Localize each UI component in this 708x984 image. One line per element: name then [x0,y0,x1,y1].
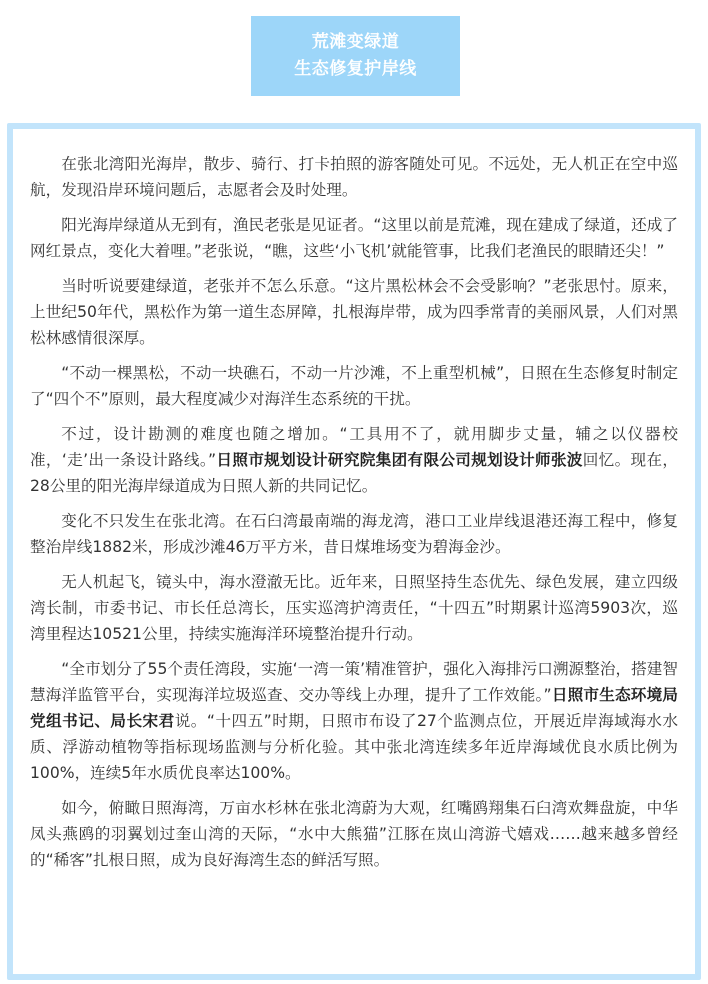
paragraph-5-text-a: 不过，设计勘测的难度也随之增加。“工具用不了，就用脚步丈量，辅之以仪器校准，‘走’出一条设计路线。” [30,425,678,469]
title-line-1: 荒滩变绿道 [311,32,400,52]
paragraph-8 [30,656,678,786]
paragraph-9: 如今，俯瞰日照海湾，万亩水杉林在张北湾蔚为大观，红嘴鸥翔集石臼湾欢舞盘旋，中华凤头燕鸥的羽翼划过奎山湾的天际，“水中大熊猫”江豚在岚山湾游弋嬉戏……越来越多曾经的“稀客”扎根日照，成为良好海湾生态的鲜活写照。 [30,799,678,869]
paragraph-5-speaker: 日照市规划设计研究院集团有限公司规划设计师张波 [216,451,583,469]
paragraph-8-text-a: “全市划分了55个责任湾段，实施‘一湾一策’精准管护，强化入海排污口溯源整治，搭建智慧海洋监管平台，实现海洋垃圾巡查、交办等线上办理，提升了工作效能。” [30,660,678,704]
paragraph-8-text-b: 说。“十四五”时期，日照市布设了27个监测点位，开展近岸海域海水水质、浮游动植物等指标现场监测与分析化验。其中张北湾连续多年近岸海域优良水质比例为100%，连续5年水质优良率达100%。 [30,712,678,782]
paragraph-2: 阳光海岸绿道从无到有，渔民老张是见证者。“这里以前是荒滩，现在建成了绿道，还成了网红景点，变化大着哩。”老张说，“瞧，这些‘小飞机’就能管事，比我们老渔民的眼睛还尖！” [30,216,678,260]
paragraph-3: 当时听说要建绿道，老张并不怎么乐意。“这片黑松林会不会受影响？”老张思忖。原来，上世纪50年代，黑松作为第一道生态屏障，扎根海岸带，成为四季常青的美丽风景，人们对黑松林感情很深厚。 [30,277,678,347]
paragraph-5-text-b: 回忆。现在，28公里的阳光海岸绿道成为日照人新的共同记忆。 [30,451,678,495]
paragraph-5 [30,421,678,499]
title-line-2: 生态修复护岸线 [294,59,417,79]
article-body [30,151,678,882]
paragraph-1: 在张北湾阳光海岸，散步、骑行、打卡拍照的游客随处可见。不远处，无人机正在空中巡航，发现沿岸环境问题后，志愿者会及时处理。 [30,155,678,199]
title-banner [251,16,460,96]
paragraph-7: 无人机起飞，镜头中，海水澄澈无比。近年来，日照坚持生态优先、绿色发展，建立四级湾长制，市委书记、市长任总湾长，压实巡湾护湾责任，“十四五”时期累计巡湾5903次，巡湾里程达10521公里，持续实施海洋环境整治提升行动。 [30,573,678,643]
paragraph-4: “不动一棵黑松，不动一块礁石，不动一片沙滩，不上重型机械”，日照在生态修复时制定了“四个不”原则，最大程度减少对海洋生态系统的干扰。 [30,364,678,408]
paragraph-8-speaker: 日照市生态环境局党组书记、局长宋君 [30,686,678,730]
paragraph-6: 变化不只发生在张北湾。在石臼湾最南端的海龙湾，港口工业岸线退港还海工程中，修复整治岸线1882米，形成沙滩46万平方米，昔日煤堆场变为碧海金沙。 [30,512,678,556]
